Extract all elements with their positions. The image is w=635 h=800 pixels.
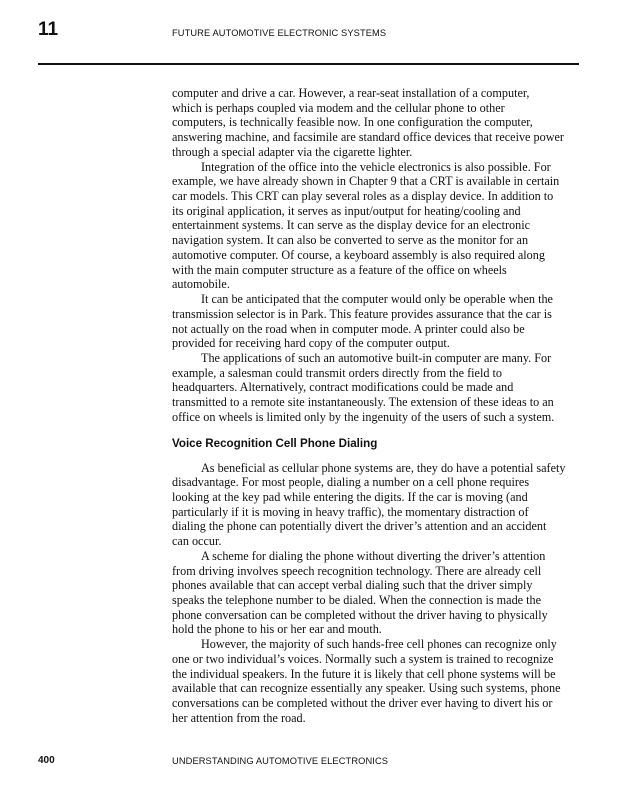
paragraph-line: As beneficial as cellular phone systems are, they do have a potential safety — [201, 460, 566, 475]
paragraph-line: computer and drive a car. However, a rear-seat installation of a computer, — [172, 86, 530, 100]
paragraph-line: through a special adapter via the cigarette lighter. — [172, 144, 413, 159]
paragraph-line: with the main computer structure as a feature of the office on wheels — [172, 262, 507, 277]
running-header-title: FUTURE AUTOMOTIVE ELECTRONIC SYSTEMS — [172, 28, 387, 38]
paragraph-line: Integration of the office into the vehicle electronics is also possible. For — [201, 159, 551, 174]
paragraph-line: computers, is technically feasible now. In one configuration the computer, — [172, 115, 533, 130]
paragraph-line: example, a salesman could transmit orders directly from the field to — [172, 365, 502, 380]
paragraph-line: transmission selector is in Park. This feature provides assurance that the car is — [172, 306, 552, 321]
paragraph-line: phone conversation can be completed without the driver having to physically — [172, 607, 548, 622]
paragraph-line: hold the phone to his or her ear and mouth. — [172, 622, 382, 637]
paragraph-line: However, the majority of such hands-free cell phones can recognize only — [201, 637, 557, 652]
paragraph-line: example, we have already shown in Chapter 9 that a CRT is available in certain — [172, 174, 560, 189]
paragraph-line: automotive computer. Of course, a keyboard assembly is also required along — [172, 247, 545, 262]
paragraph-line: The applications of such an automotive built-in computer are many. For — [201, 350, 552, 365]
paragraph-group-b — [172, 461, 578, 726]
paragraph-line: conversations can be completed without the driver ever having to divert his or — [172, 696, 553, 711]
paragraph-line: It can be anticipated that the computer would only be operable when the — [201, 292, 553, 307]
running-footer-title: UNDERSTANDING AUTOMOTIVE ELECTRONICS — [172, 756, 389, 766]
paragraph-line: dialing the phone can potentially divert the driver’s attention and an accident — [172, 519, 547, 534]
paragraph-line: car models. This CRT can play several roles as a display device. In addition to — [172, 189, 554, 204]
paragraph-line: navigation system. It can also be converted to serve as the monitor for an — [172, 233, 529, 248]
paragraph-line: available that can recognize essentially any speaker. Using such systems, phone — [172, 681, 561, 696]
paragraph-group-a — [172, 86, 578, 425]
paragraph-line: from driving involves speech recognition technology. There are already cell — [172, 563, 542, 578]
paragraph-line: headquarters. Alternatively, contract modifications could be made and — [172, 380, 514, 395]
body-text — [172, 86, 578, 725]
paragraph-line: phones available that can accept verbal dialing such that the driver simply — [172, 578, 533, 593]
paragraph-line: which is perhaps coupled via modem and the cellular phone to other — [172, 100, 505, 115]
chapter-number: 11 — [38, 19, 59, 40]
paragraph-line: automobile. — [172, 277, 230, 292]
paragraph-line: her attention from the road. — [172, 710, 306, 725]
paragraph-line: the individual speakers. In the future it is likely that cell phone systems will be — [172, 666, 556, 681]
paragraph-line: answering machine, and facsimile are standard office devices that receive power — [172, 130, 564, 145]
paragraph-line: can occur. — [172, 534, 222, 549]
paragraph-line: one or two individual’s voices. Normally such a system is trained to recognize — [172, 651, 554, 666]
paragraph-line: speaks the telephone number to be dialed. When the connection is made the — [172, 593, 542, 607]
paragraph-line: entertainment systems. It can serve as the display device for an electronic — [172, 218, 531, 233]
paragraph-line: transmitted to a remote site instantaneously. The extension of these ideas to an — [172, 395, 554, 410]
paragraph-line: not actually on the road when in computer mode. A printer could also be — [172, 321, 525, 336]
paragraph-line: disadvantage. For most people, dialing a number on a cell phone requires — [172, 475, 530, 490]
paragraph-line: particularly if it is moving in heavy traffic), the momentary distraction of — [172, 504, 529, 519]
paragraph-line: looking at the key pad while entering the digits. If the car is moving (and — [172, 489, 528, 504]
paragraph-line: its original application, it serves as input/output for heating/cooling and — [172, 203, 521, 218]
paragraph-line: A scheme for dialing the phone without diverting the driver’s attention — [201, 548, 546, 563]
page-number: 400 — [38, 755, 55, 766]
paragraph-line: office on wheels is limited only by the ingenuity of the users of such a system. — [172, 409, 555, 424]
section-heading: Voice Recognition Cell Phone Dialing — [172, 436, 378, 450]
paragraph-line: provided for receiving hard copy of the computer output. — [172, 336, 450, 351]
header-rule — [38, 63, 579, 65]
